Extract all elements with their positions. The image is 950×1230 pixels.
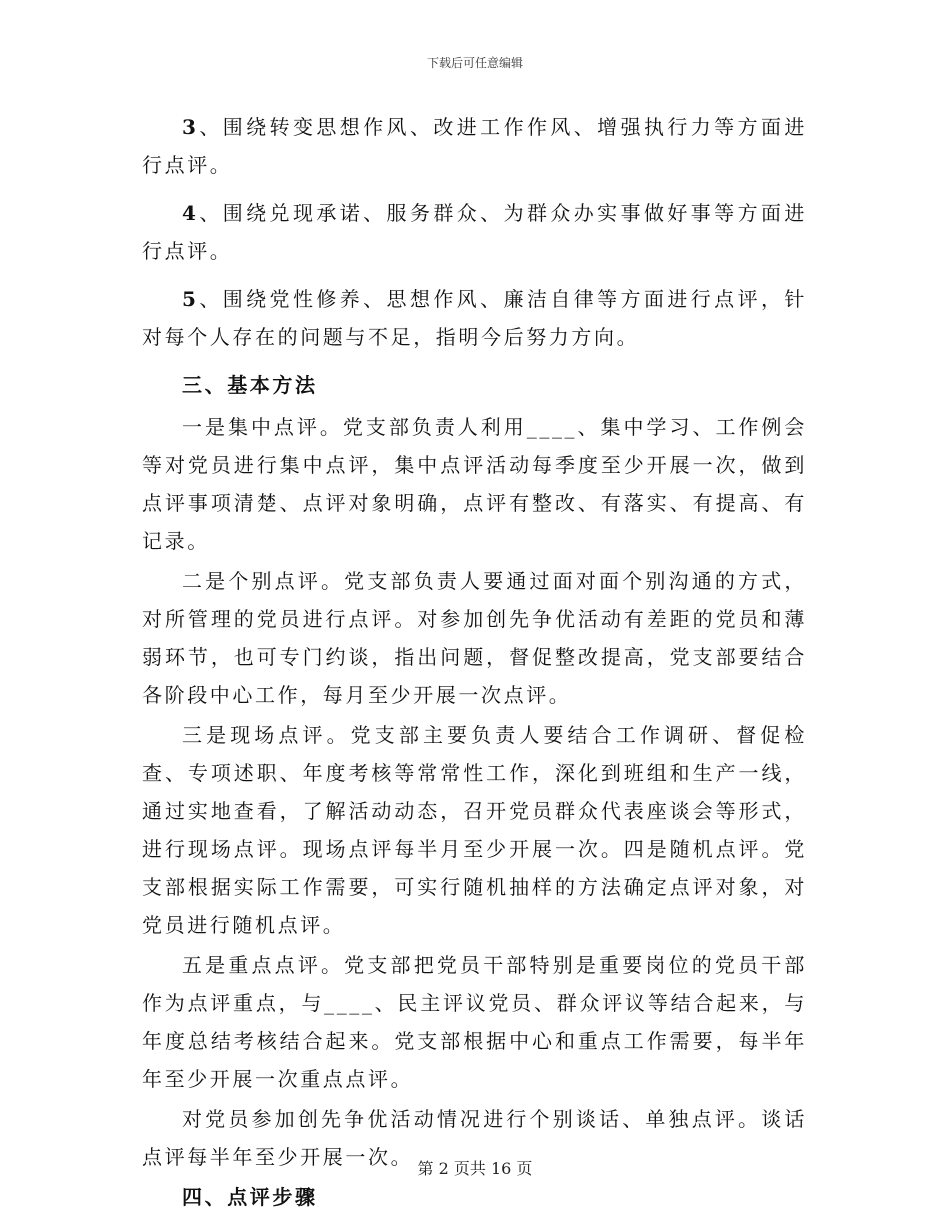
item-text: 、围绕党性修养、思想作风、廉洁自律等方面进行点评，针对每个人存在的问题与不足，指明今后努力方向。 xyxy=(142,287,807,349)
section-heading-steps: 四、点评步骤 xyxy=(182,1185,318,1209)
paragraph-individual-review: 二是个别点评。党支部负责人要通过面对面个别沟通的方式，对所管理的党员进行点评。对参加创先争优活动有差距的党员和薄弱环节，也可专门约谈，指出问题，督促整改提高，党支部要结合各阶段中心工作，每月至少开展一次点评。 xyxy=(142,569,807,707)
item-text: 、围绕转变思想作风、改进工作作风、增强执行力等方面进行点评。 xyxy=(142,115,807,177)
page-number: 第 2 页共 16 页 xyxy=(417,1159,533,1178)
list-item-3 xyxy=(142,108,807,184)
list-item-4 xyxy=(142,194,807,270)
paragraph-talk-review: 对党员参加创先争优活动情况进行个别谈话、单独点评。谈话点评每半年至少开展一次。 xyxy=(142,1107,807,1169)
section-heading-methods: 三、基本方法 xyxy=(182,373,318,397)
item-text: 、围绕兑现承诺、服务群众、为群众办实事做好事等方面进行点评。 xyxy=(142,201,807,263)
document-body xyxy=(142,108,807,1220)
paragraph-centralized-review: 一是集中点评。党支部负责人利用____、集中学习、工作例会等对党员进行集中点评，集中点评活动每季度至少开展一次，做到点评事项清楚、点评对象明确，点评有整改、有落实、有提高、有记录。 xyxy=(142,415,807,553)
list-item-5 xyxy=(142,280,807,356)
item-number: 3 xyxy=(182,115,199,139)
paragraph-onsite-review: 三是现场点评。党支部主要负责人要结合工作调研、督促检查、专项述职、年度考核等常常性工作，深化到班组和生产一线，通过实地查看，了解活动动态，召开党员群众代表座谈会等形式，进行现场点评。现场点评每半月至少开展一次。四是随机点评。党支部根据实际工作需要，可实行随机抽样的方法确定点评对象，对党员进行随机点评。 xyxy=(142,723,807,937)
item-number: 5 xyxy=(182,287,199,311)
paragraph-key-review: 五是重点点评。党支部把党员干部特别是重要岗位的党员干部作为点评重点，与____、民主评议党员、群众评议等结合起来，与年度总结考核结合起来。党支部根据中心和重点工作需要，每半年年至少开展一次重点点评。 xyxy=(142,953,807,1091)
header-note: 下载后可任意编辑 xyxy=(426,56,523,70)
item-number: 4 xyxy=(182,201,199,225)
